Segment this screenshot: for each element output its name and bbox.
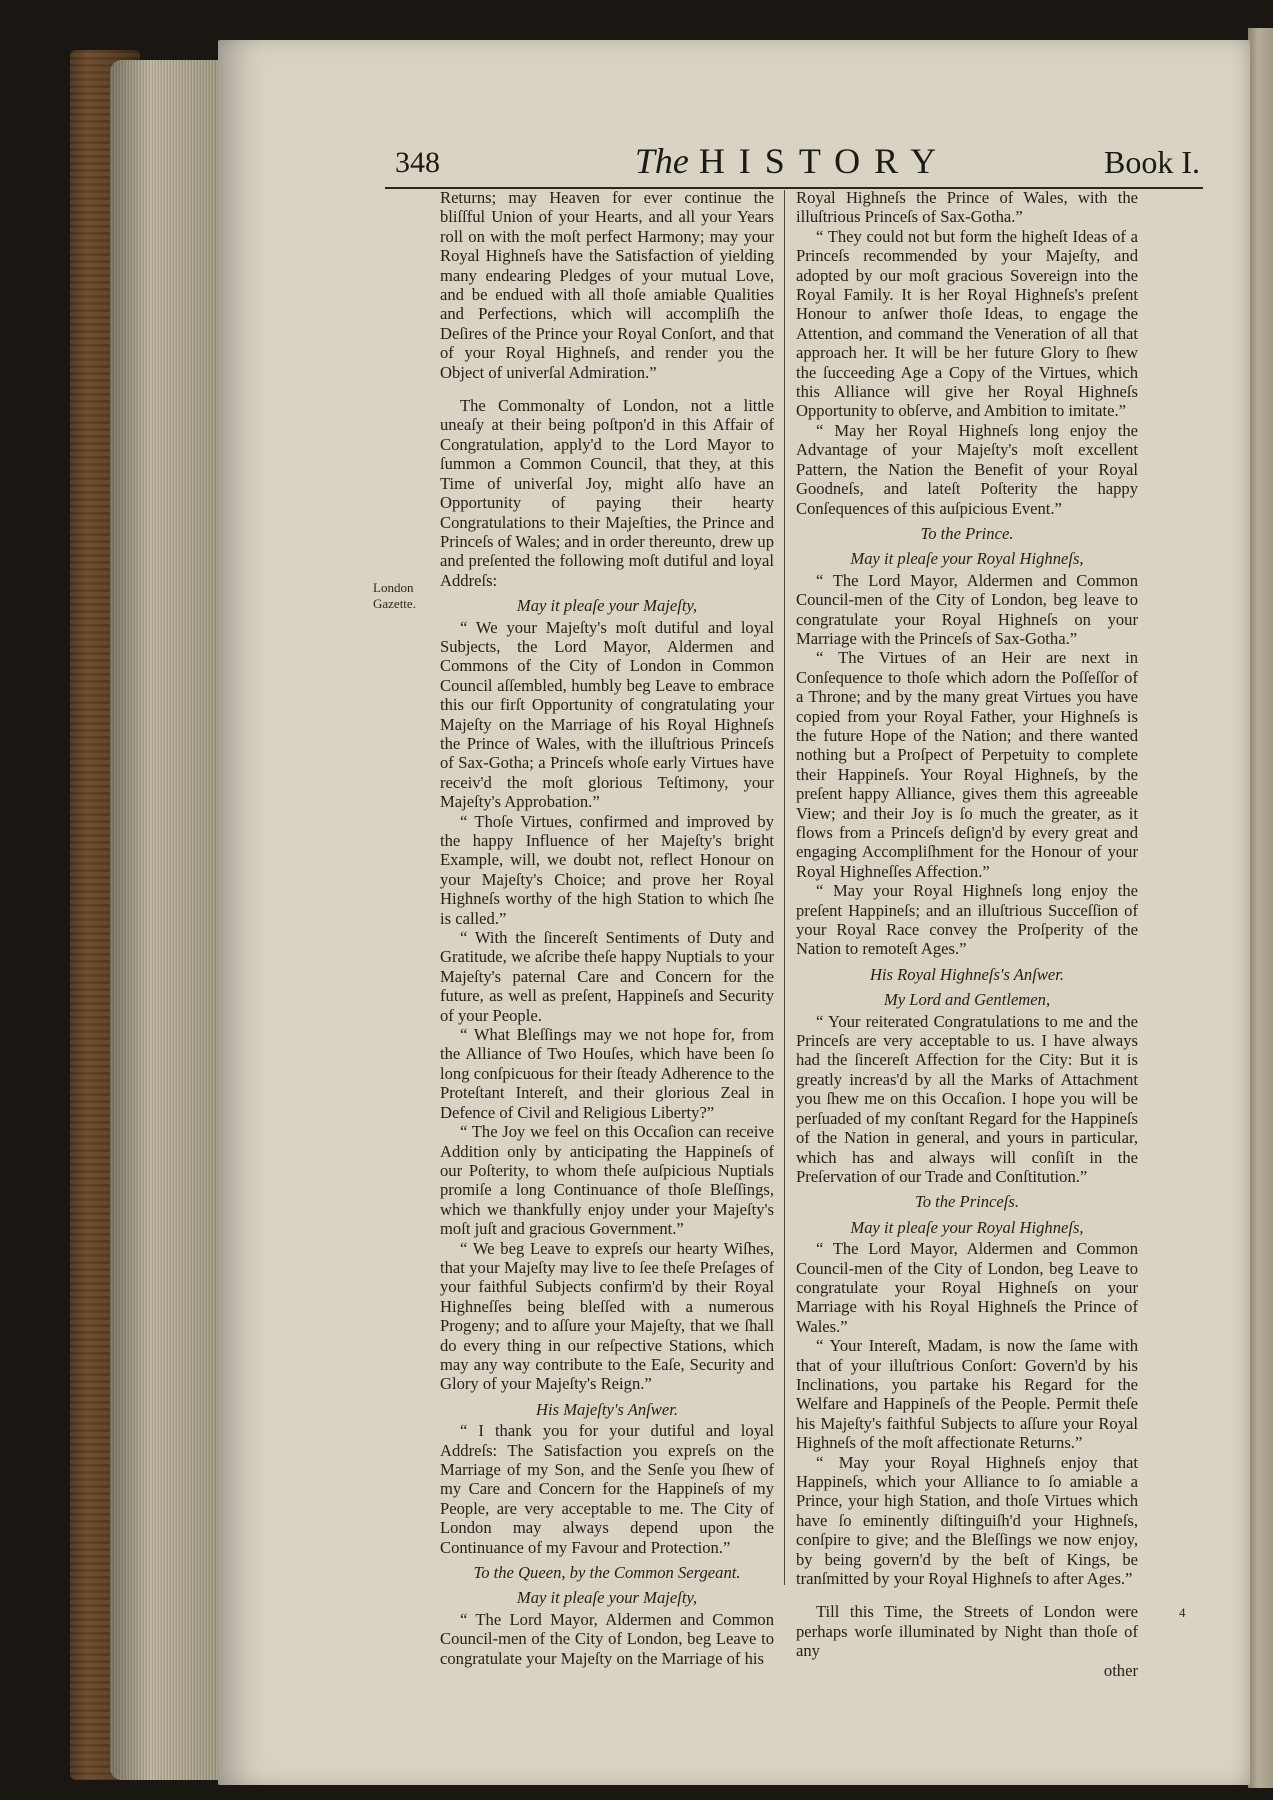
salutation: May it pleaſe your Royal Highneſs, [850,549,1084,569]
salutation: May it pleaſe your Majeſty, [516,1588,698,1608]
paragraph: Returns; may Heaven for ever continue the bliſſful Union of your Hearts, and all your Years roll on with the moſt perfect Harmony; may your Royal Highneſs have the Satisfaction of yielding many endearing Pledges of your mutual Love, and be endued with all thoſe amiable Qualities and Perfections, which will accompliſh the Deſires of the Prince your Royal Conſort, and that of your Royal Highneſs, and render you the Object of univerſal Admiration.” [440,188,774,382]
column-divider [784,190,785,1585]
paragraph: “ The Lord Mayor, Aldermen and Common Council-men of the City of London, beg Leave to congratulate your Royal Highneſs on your Marriage with his Royal Highneſs the Prince of Wales.” [796,1239,1138,1336]
title-article: The [634,141,689,181]
margin-note [373,580,416,612]
paragraph: “ The Virtues of an Heir are next in Conſequence to thoſe which adorn the Poſſeſſor of a Throne; and by the many great Virtues you have copied from your Royal Father, your Highneſs is the future Hope of the Nation; and there wanted nothing but a Proſpect of Perpetuity to complete their Happineſs. Your Royal Highneſs, by the preſent happy Alliance, gives them this agreeable View; and their Joy is ſo much the greater, as it flows from a Princeſs deſign'd by every great and engaging Accompliſhment for the Honour of your Royal Highneſſes Affection.” [796,648,1138,881]
page-number: 348 [395,146,440,179]
section-heading: His Royal Highneſs's Anſwer. [869,964,1065,984]
left-column [440,188,774,1668]
signature-mark: 4 [1179,1605,1186,1620]
paragraph: “ Thoſe Virtues, confirmed and improved by the happy Influence of her Majeſty's bright Example, will, we doubt not, reflect Honour on your Majeſty's Choice; and prove her Royal Highneſs worthy of the high Station to which ſhe is called.” [440,811,774,928]
salutation: May it pleaſe your Majeſty, [516,596,698,616]
page-edges [110,60,225,1780]
paragraph: “ The Lord Mayor, Aldermen and Common Council-men of the City of London, beg leave to congratulate your Royal Highneſs on your Marriage with the Princeſs of Sax-Gotha.” [796,570,1138,648]
paragraph: “ The Joy we feel on this Occaſion can receive Addition only by anticipating the Happineſs of our Poſterity, to whom theſe auſpicious Nuptials promiſe a long Continuance of thoſe Bleſſings, which we thankfully enjoy under your Majeſty's moſt juſt and gracious Government.” [440,1122,774,1239]
running-title [385,140,1200,182]
salutation: May it pleaſe your Royal Highneſs, [850,1217,1084,1237]
paragraph: “ What Bleſſings may we not hope for, from the Alliance of Two Houſes, which have been ſo long conſpicuous for their ſteady Adherence to the Proteſtant Intereſt, and their glorious Zeal in Defence of Civil and Religious Liberty?” [440,1025,774,1122]
paragraph: Royal Highneſs the Prince of Wales, with the illuſtrious Princeſs of Sax-Gotha.” [796,188,1138,227]
title-word: HISTORY [698,141,951,181]
paragraph: “ The Lord Mayor, Aldermen and Common Council-men of the City of London, beg Leave to congratulate your Majeſty on the Marriage of his [440,1609,774,1668]
running-header [385,140,1200,188]
section-heading: To the Princeſs. [914,1192,1020,1212]
salutation: My Lord and Gentlemen, [883,990,1051,1010]
facing-page-edge [1248,28,1273,1788]
paragraph: “ Your reiterated Congratulations to me and the Princeſs are very acceptable to us. I have always had the ſincereſt Affection for the City: But it is greatly increas'd by all the Marks of Attachment you ſhew me on this Occaſion. I hope you will be perſuaded of my conſtant Regard for the Happineſs of the Nation in general, and yours in particular, which has and always will conſiſt in the Preſervation of our Trade and Conſtitution.” [796,1011,1138,1186]
paragraph: “ Your Intereſt, Madam, is now the ſame with that of your illuſtrious Conſort: Govern'd by his Inclinations, you partake his Regard for the Welfare and Happineſs of the People. Permit theſe his Majeſty's faithful Subjects to aſſure your Royal Highneſs of the moſt affectionate Returns.” [796,1336,1138,1453]
paragraph: “ We your Majeſty's moſt dutiful and loyal Subjects, the Lord Mayor, Aldermen and Commons of the City of London in Common Council aſſembled, humbly beg Leave to embrace this our firſt Opportunity of congratulating your Majeſty on the Marriage of his Royal Highneſs the Prince of Wales, with the illuſtrious Princeſs of Sax-Gotha; a Princeſs whoſe early Virtues have receiv'd the moſt glorious Teſtimony, your Majeſty's Approbation.” [440,617,774,812]
right-column [796,188,1138,1680]
margin-note-line: London [373,580,414,595]
margin-note-line: Gazette. [373,596,416,611]
paragraph: “ They could not but form the higheſt Ideas of a Princeſs recommended by your Majeſty, and adopted by our moſt gracious Sovereign into the Royal Family. It is her Royal Highneſs's preſent Honour to anſwer thoſe Ideas, to engage the Attention, and command the Veneration of all that approach her. It will be her future Glory to ſhew the ſucceeding Age a Copy of the Virtues, which this Alliance will give her Royal Highneſs Opportunity to obſerve, and Ambition to imitate.” [796,226,1138,421]
paragraph: “ With the ſincereſt Sentiments of Duty and Gratitude, we aſcribe theſe happy Nuptials to your Majeſty's paternal Care and Concern for the future, as well as preſent, Happineſs and Security of your People. [440,928,774,1025]
paragraph: “ May your Royal Highneſs long enjoy the preſent Happineſs; and an illuſtrious Succeſſion of your Royal Race convey the Proſperity of the Nation to remoteſt Ages.” [796,881,1138,959]
book-label: Book I. [1104,144,1200,180]
paragraph: “ We beg Leave to expreſs our hearty Wiſhes, that your Majeſty may live to ſee theſe Preſages of your faithful Subjects confirm'd by their Royal Highneſſes being bleſſed with a numerous Progeny; and to aſſure your Majeſty, that we ſhall do every thing in our reſpective Stations, which may any way contribute to the Eaſe, Security and Glory of your Majeſty's Reign.” [440,1238,774,1394]
section-heading: To the Queen, by the Common Sergeant. [473,1563,741,1583]
paragraph: The Commonalty of London, not a little uneaſy at their being poſtpon'd in this Affair of Congratulation, apply'd to the Lord Mayor to ſummon a Common Council, that they, at this Time of univerſal Joy, might alſo have an Opportunity of paying their hearty Congratulations to their Majeſties, the Prince and Princeſs of Wales; and in order thereunto, drew up and preſented the following moſt dutiful and loyal Addreſs: [440,396,774,590]
paragraph: “ May your Royal Highneſs enjoy that Happineſs, which your Alliance to ſo amiable a Prince, your high Station, and thoſe Virtues which have ſo eminently diſtinguiſh'd your Highneſs, conſpire to give; and the Bleſſings we now enjoy, by being govern'd by the beſt of Kings, be tranſmitted by your Royal Highneſs to after Ages.” [796,1452,1138,1589]
catchword: other [1103,1660,1138,1680]
paragraph: “ May her Royal Highneſs long enjoy the Advantage of your Majeſty's moſt excellent Pattern, the Nation the Benefit of your Royal Goodneſs, and lateſt Poſterity the happy Conſequences of this auſpicious Event.” [796,420,1138,518]
paragraph: “ I thank you for your dutiful and loyal Addreſs: The Satisfaction you expreſs on the Marriage of my Son, and the Senſe you ſhew of my Care and Concern for the Happineſs of my People, are very acceptable to me. The City of London may always depend upon the Continuance of my Favour and Protection.” [440,1421,774,1557]
section-heading: His Majeſty's Anſwer. [536,1399,678,1419]
paragraph: Till this Time, the Streets of London were perhaps worſe illuminated by Night than thoſe of any [796,1602,1138,1661]
section-heading: To the Prince. [920,523,1014,543]
